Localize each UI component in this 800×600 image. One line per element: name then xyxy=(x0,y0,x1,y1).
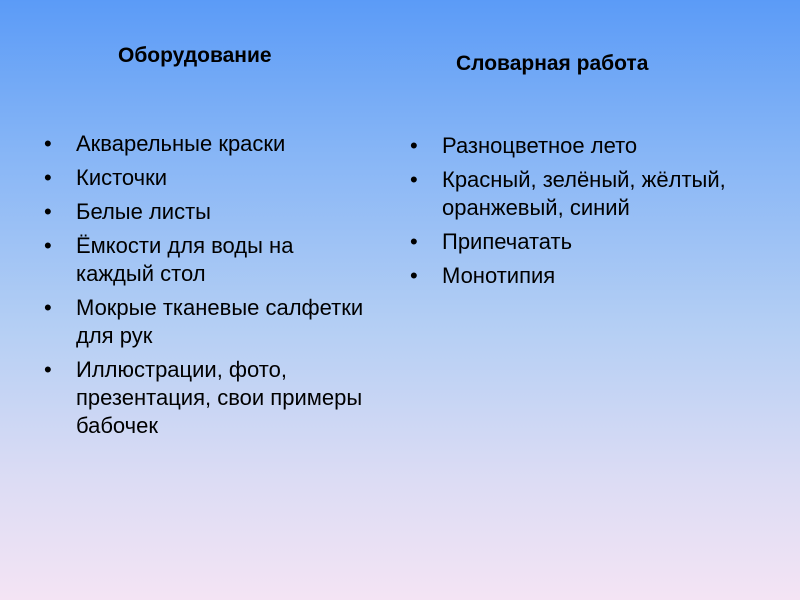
list-item xyxy=(410,262,750,290)
equipment-item-text: Ёмкости для воды на каждый стол xyxy=(76,233,294,286)
bullet-icon: • xyxy=(410,133,418,158)
bullet-icon: • xyxy=(44,199,52,224)
list-item xyxy=(44,198,374,226)
vocabulary-item-text: Монотипия xyxy=(442,263,556,288)
equipment-list xyxy=(44,130,374,446)
vocabulary-item-text: Разноцветное лето xyxy=(442,133,638,158)
list-item xyxy=(44,130,374,158)
bullet-icon: • xyxy=(44,357,52,382)
equipment-item-text: Белые листы xyxy=(76,199,211,224)
list-item xyxy=(410,228,750,256)
list-item xyxy=(44,294,374,350)
vocabulary-item-text: Красный, зелёный, жёлтый, оранжевый, синий xyxy=(442,167,726,220)
bullet-icon: • xyxy=(410,229,418,254)
bullet-icon: • xyxy=(44,131,52,156)
list-item xyxy=(410,132,750,160)
vocabulary-item-text: Припечатать xyxy=(442,229,573,254)
bullet-icon: • xyxy=(410,263,418,288)
bullet-icon: • xyxy=(44,233,52,258)
bullet-icon: • xyxy=(410,167,418,192)
list-item xyxy=(44,356,374,440)
equipment-item-text: Акварельные краски xyxy=(76,131,286,156)
bullet-icon: • xyxy=(44,295,52,320)
vocabulary-title: Словарная работа xyxy=(456,52,649,75)
equipment-item-text: Иллюстрации, фото, презентация, свои примеры бабочек xyxy=(76,357,363,438)
list-item xyxy=(44,164,374,192)
list-item xyxy=(44,232,374,288)
bullet-icon: • xyxy=(44,165,52,190)
equipment-item-text: Мокрые тканевые салфетки для рук xyxy=(76,295,364,348)
equipment-title: Оборудование xyxy=(118,44,272,67)
equipment-item-text: Кисточки xyxy=(76,165,168,190)
vocabulary-list xyxy=(410,132,750,296)
list-item xyxy=(410,166,750,222)
